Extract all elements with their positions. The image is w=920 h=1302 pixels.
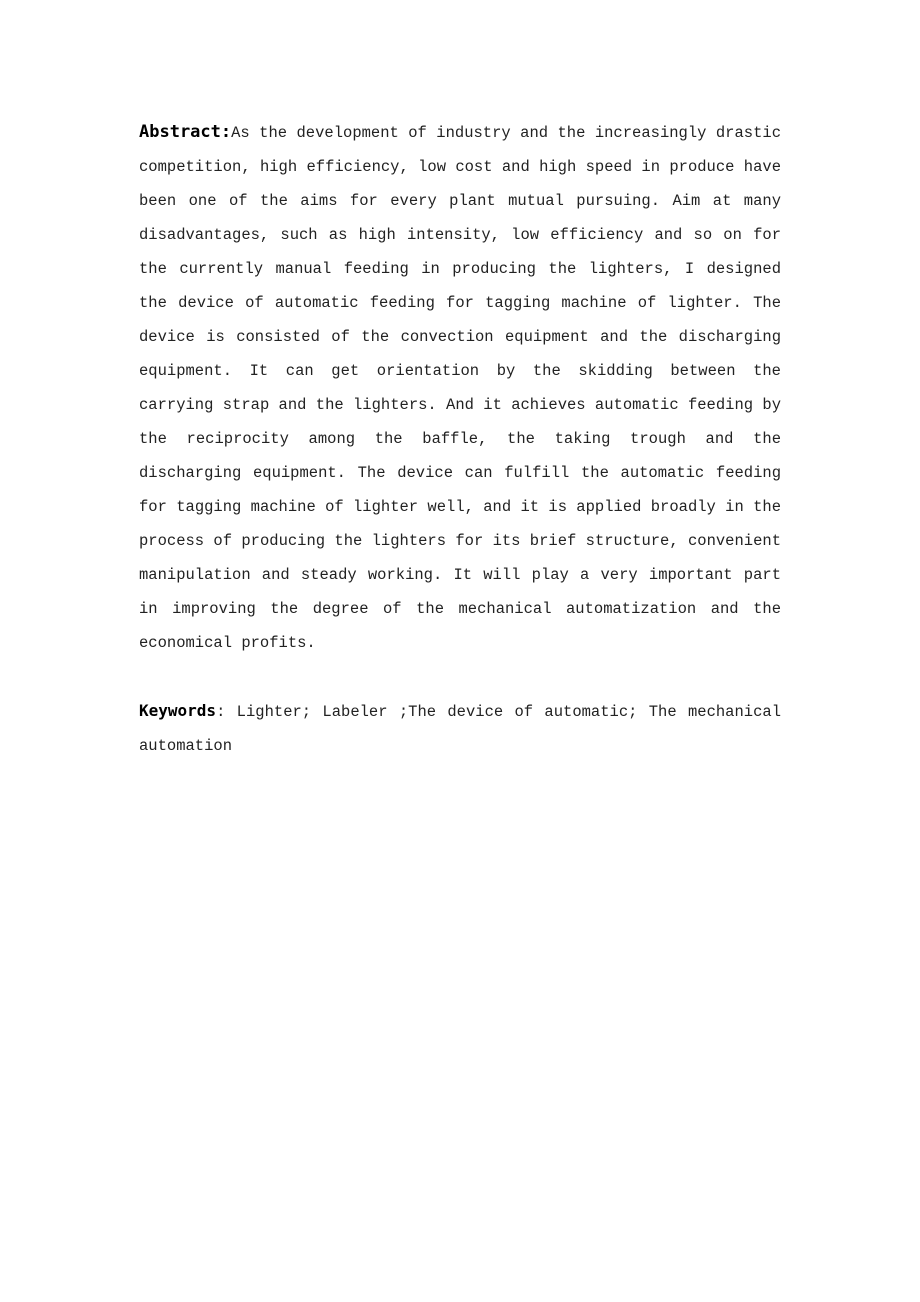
keywords-paragraph bbox=[139, 694, 781, 763]
abstract-label: Abstract: bbox=[139, 122, 232, 142]
keywords-text: : Lighter; Labeler ;The device of automatic; The mechanical automation bbox=[139, 703, 781, 755]
document-body bbox=[139, 115, 781, 763]
abstract-text: As the development of industry and the increasingly drastic competition, high efficiency, low cost and high speed in produce have been one of the aims for every plant mutual pursuing. Aim at many disadvantages, such as high intensity, low efficiency and so on for the currently manual feeding in producing the lighters, I designed the device of automatic feeding for tagging machine of lighter. The device is consisted of the convection equipment and the discharging equipment. It can get orientation by the skidding between the carrying strap and the lighters. And it achieves automatic feeding by the reciprocity among the baffle, the taking trough and the discharging equipment. The device can fulfill the automatic feeding for tagging machine of lighter well, and it is applied broadly in the process of producing the lighters for its brief structure, convenient manipulation and steady working. It will play a very important part in improving the degree of the mechanical automatization and the economical profits. bbox=[139, 124, 781, 652]
abstract-paragraph bbox=[139, 115, 781, 660]
keywords-label: Keywords bbox=[139, 701, 217, 720]
